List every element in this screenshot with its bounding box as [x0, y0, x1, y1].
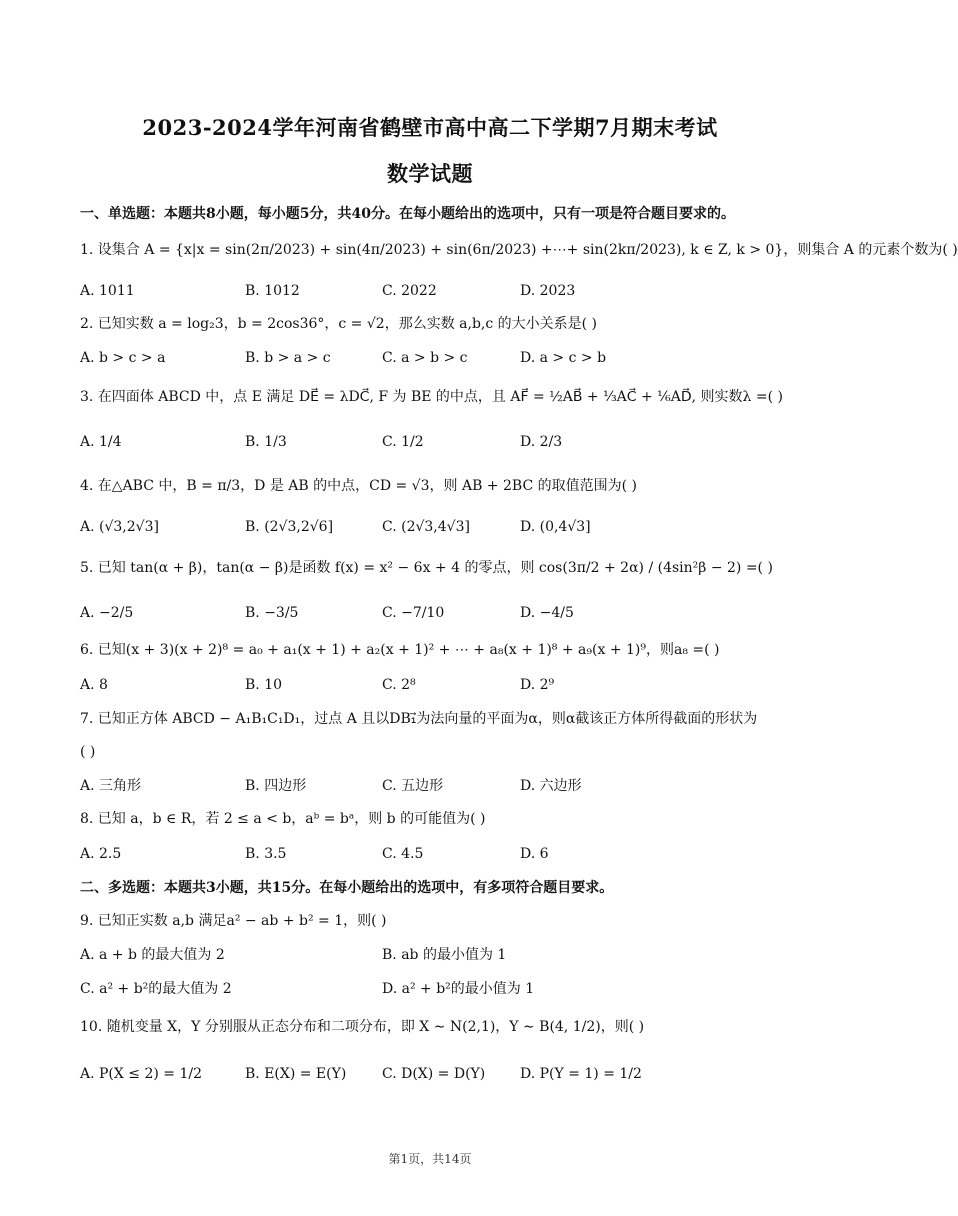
question-1-stem: 1. 设集合 A = {x|x = sin(2π/2023) + sin(4π/2023) + sin(6π/2023) +⋯+ sin(2kπ/2023), k ∈ Z, k > 0}，则集合 A 的元素个数为( ) — [80, 242, 958, 258]
question-1-options — [80, 281, 800, 303]
option-a: A. P(X ≤ 2) = 1/2 — [80, 1066, 203, 1082]
question-5-stem: 5. 已知 tan(α + β)，tan(α − β)是函数 f(x) = x² − 6x + 4 的零点，则 cos(3π/2 + 2α) / (4sin²β − 2) =( ) — [80, 560, 773, 576]
option-c: C. 2022 — [382, 283, 437, 299]
option-b: B. 1012 — [245, 283, 300, 299]
exam-title: 2023-2024学年河南省鹤壁市高中高二下学期7月期末考试 — [142, 115, 718, 140]
question-9-stem: 9. 已知正实数 a,b 满足a² − ab + b² = 1，则( ) — [80, 913, 387, 929]
option-d: D. 2/3 — [520, 434, 563, 450]
option-d: D. −4/5 — [520, 605, 574, 621]
option-c: C. D(X) = D(Y) — [382, 1066, 486, 1082]
option-a: A. 2.5 — [80, 846, 122, 862]
option-c: C. 2⁸ — [382, 677, 416, 693]
question-7-stem-continued: ( ) — [80, 744, 96, 760]
question-7-options — [80, 776, 800, 798]
option-b: B. ab 的最小值为 1 — [382, 947, 507, 963]
question-2-stem: 2. 已知实数 a = log₂3，b = 2cos36°，c = √2，那么实数 a,b,c 的大小关系是( ) — [80, 316, 598, 332]
question-10-stem: 10. 随机变量 X，Y 分别服从正态分布和二项分布，即 X ∼ N(2,1)，Y ∼ B(4, 1/2)，则( ) — [80, 1019, 645, 1035]
option-a: A. a + b 的最大值为 2 — [80, 947, 225, 963]
section-heading-multiple-choice: 二、多选题：本题共3小题，共15分。在每小题给出的选项中，有多项符合题目要求。 — [80, 880, 614, 896]
option-b: B. 四边形 — [245, 778, 307, 794]
option-a: A. 三角形 — [80, 778, 142, 794]
question-10-options — [80, 1064, 800, 1086]
question-4-options — [80, 517, 800, 539]
option-a: A. (√3,2√3] — [80, 519, 159, 535]
question-7-stem: 7. 已知正方体 ABCD − A₁B₁C₁D₁，过点 A 且以DB₁⃗为法向量的平面为α，则α截该正方体所得截面的形状为 — [80, 711, 758, 727]
option-d: D. 六边形 — [520, 778, 582, 794]
option-a: A. −2/5 — [80, 605, 134, 621]
question-6-stem: 6. 已知(x + 3)(x + 2)⁸ = a₀ + a₁(x + 1) + a₂(x + 1)² + ⋯ + a₈(x + 1)⁸ + a₉(x + 1)⁹，则a₈ =( ) — [80, 642, 720, 658]
question-6-options — [80, 675, 800, 697]
option-c: C. 4.5 — [382, 846, 424, 862]
question-3-stem: 3. 在四面体 ABCD 中，点 E 满足 DE⃗ = λDC⃗, F 为 BE 的中点，且 AF⃗ = ½AB⃗ + ⅓AC⃗ + ⅙AD⃗, 则实数λ =( ) — [80, 389, 783, 405]
option-c: C. (2√3,4√3] — [382, 519, 470, 535]
option-b: B. 1/3 — [245, 434, 287, 450]
question-9-options-row-2 — [80, 979, 800, 1001]
option-d: D. (0,4√3] — [520, 519, 591, 535]
option-d: D. 6 — [520, 846, 549, 862]
question-2-options — [80, 348, 800, 370]
option-b: B. b > a > c — [245, 350, 331, 366]
option-b: B. E(X) = E(Y) — [245, 1066, 347, 1082]
option-c: C. −7/10 — [382, 605, 445, 621]
question-9-options-row-1 — [80, 945, 800, 967]
option-b: B. 10 — [245, 677, 283, 693]
question-8-stem: 8. 已知 a，b ∈ R，若 2 ≤ a < b，aᵇ = bᵃ，则 b 的可能值为( ) — [80, 811, 486, 827]
option-a: A. b > c > a — [80, 350, 166, 366]
option-a: A. 8 — [80, 677, 108, 693]
option-b: B. (2√3,2√6] — [245, 519, 334, 535]
option-c: C. a > b > c — [382, 350, 468, 366]
exam-subtitle: 数学试题 — [387, 161, 473, 186]
option-c: C. 五边形 — [382, 778, 444, 794]
option-b: B. −3/5 — [245, 605, 299, 621]
option-d: D. a > c > b — [520, 350, 607, 366]
option-d: D. a² + b²的最小值为 1 — [382, 981, 535, 997]
question-3-options — [80, 432, 800, 454]
option-d: D. 2⁹ — [520, 677, 555, 693]
option-a: A. 1/4 — [80, 434, 122, 450]
question-8-options — [80, 844, 800, 866]
page-footer: 第1页，共14页 — [388, 1152, 472, 1166]
option-c: C. a² + b²的最大值为 2 — [80, 981, 232, 997]
option-d: D. P(Y = 1) = 1/2 — [520, 1066, 642, 1082]
section-heading-single-choice: 一、单选题：本题共8小题，每小题5分，共40分。在每小题给出的选项中，只有一项是符合题目要求的。 — [80, 206, 735, 222]
question-5-options — [80, 603, 800, 625]
option-c: C. 1/2 — [382, 434, 424, 450]
question-4-stem: 4. 在△ABC 中，B = π/3，D 是 AB 的中点，CD = √3，则 AB + 2BC 的取值范围为( ) — [80, 478, 637, 494]
option-b: B. 3.5 — [245, 846, 287, 862]
option-a: A. 1011 — [80, 283, 135, 299]
option-d: D. 2023 — [520, 283, 576, 299]
